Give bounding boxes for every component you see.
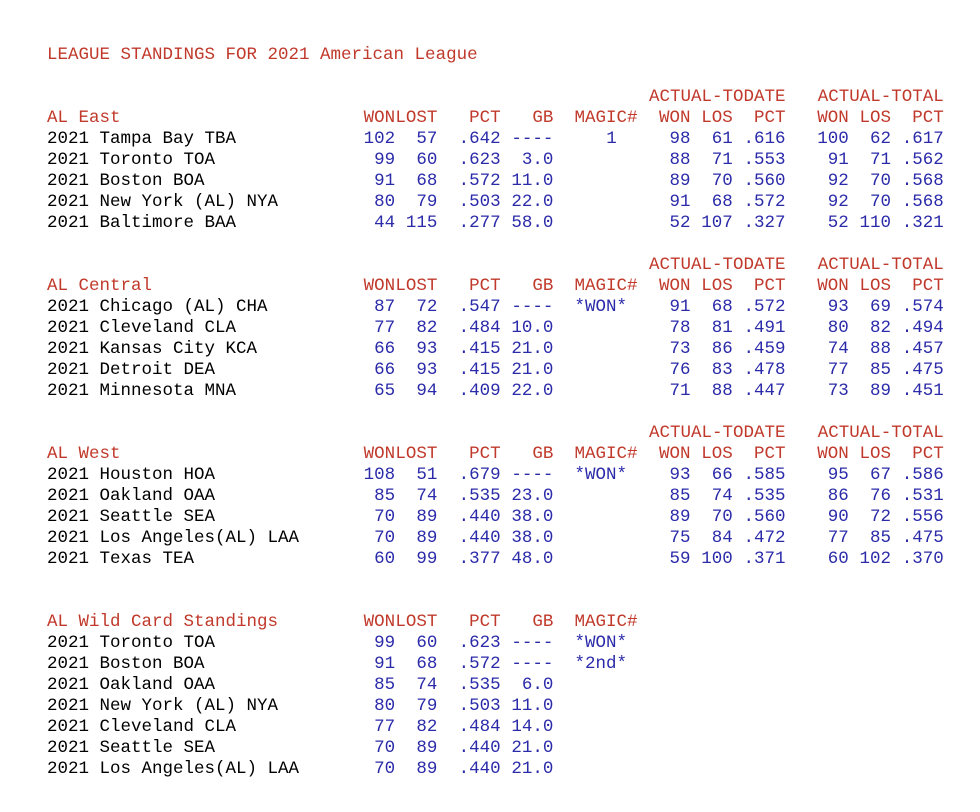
todate-won-value: 88	[669, 150, 691, 170]
lost-value: 51	[416, 465, 438, 485]
todate-pct-value: .459	[743, 339, 786, 359]
total-los-value: 82	[869, 318, 891, 338]
team-row	[47, 318, 947, 339]
actual-todate-header: ACTUAL-TODATE	[648, 255, 786, 275]
team-row	[47, 192, 947, 213]
gb-value: 48.0	[511, 549, 554, 569]
todate-pct-value: .560	[743, 507, 786, 527]
total-pct-value: .457	[901, 339, 944, 359]
gb-value: ----	[511, 633, 554, 653]
column-header-row	[47, 444, 947, 465]
pct-value: .484	[458, 717, 501, 737]
total-los-value: 76	[869, 486, 891, 506]
total-pct-value: .586	[901, 465, 944, 485]
todate-los-value: 107	[701, 213, 733, 233]
gb-value: 6.0	[521, 675, 554, 695]
gb-value: 21.0	[511, 360, 554, 380]
todate-won-value: 75	[669, 528, 691, 548]
gb-value: ----	[511, 654, 554, 674]
actual-total-header: ACTUAL-TOTAL	[817, 87, 944, 107]
gb-value: 21.0	[511, 738, 554, 758]
wildcard-team-row	[47, 759, 947, 780]
total-pct-value: .562	[901, 150, 944, 170]
todate-won-value: 98	[669, 129, 691, 149]
team-row	[47, 381, 947, 402]
standings-report	[47, 45, 947, 780]
won-value: 65	[374, 381, 396, 401]
lost-value: 79	[416, 192, 438, 212]
total-los-value: 85	[869, 360, 891, 380]
total-won-value: 73	[827, 381, 849, 401]
gb-value: 10.0	[511, 318, 554, 338]
total-won-header: WON	[817, 444, 849, 464]
gb-value: 38.0	[511, 528, 554, 548]
total-won-value: 100	[817, 129, 849, 149]
gb-value: 58.0	[511, 213, 554, 233]
total-pct-value: .574	[901, 297, 944, 317]
won-value: 70	[374, 507, 396, 527]
total-won-value: 52	[827, 213, 849, 233]
todate-los-value: 86	[711, 339, 733, 359]
team-row	[47, 150, 947, 171]
todate-los-value: 71	[711, 150, 733, 170]
lost-value: 74	[416, 675, 438, 695]
won-value: 77	[374, 318, 396, 338]
pct-value: .277	[458, 213, 501, 233]
total-won-value: 92	[827, 171, 849, 191]
lost-value: 72	[416, 297, 438, 317]
total-los-value: 67	[869, 465, 891, 485]
spacer	[47, 402, 947, 423]
total-won-value: 80	[827, 318, 849, 338]
total-pct-value: .451	[901, 381, 944, 401]
wildcard-team-row	[47, 717, 947, 738]
spacer	[47, 591, 947, 612]
team-name: 2021 Kansas City KCA	[47, 339, 258, 359]
team-name: 2021 Boston BOA	[47, 171, 205, 191]
actual-todate-header: ACTUAL-TODATE	[648, 423, 786, 443]
gb-value: 22.0	[511, 192, 554, 212]
lost-value: 74	[416, 486, 438, 506]
actual-header-row	[47, 423, 947, 444]
won-value: 99	[374, 150, 396, 170]
todate-won-value: 93	[669, 465, 691, 485]
magic-header: MAGIC#	[574, 108, 638, 128]
won-value: 80	[374, 696, 396, 716]
todate-pct-value: .572	[743, 297, 786, 317]
todate-los-value: 61	[711, 129, 733, 149]
pct-value: .623	[458, 633, 501, 653]
won-value: 70	[374, 738, 396, 758]
lost-header: LOST	[395, 276, 438, 296]
magic-value: *WON*	[574, 465, 628, 485]
total-pct-value: .568	[901, 171, 944, 191]
total-won-value: 95	[827, 465, 849, 485]
todate-los-value: 84	[711, 528, 733, 548]
team-row	[47, 129, 947, 150]
pct-value: .642	[458, 129, 501, 149]
todate-los-value: 68	[711, 297, 733, 317]
total-pct-value: .475	[901, 360, 944, 380]
todate-pct-header: PCT	[753, 276, 786, 296]
won-header: WON	[363, 444, 396, 464]
magic-header: MAGIC#	[574, 276, 638, 296]
team-name: 2021 Tampa Bay TBA	[47, 129, 237, 149]
won-header: WON	[363, 108, 396, 128]
division-name: AL Central	[47, 276, 153, 296]
total-pct-header: PCT	[912, 108, 944, 128]
won-value: 70	[374, 528, 396, 548]
pct-value: .679	[458, 465, 501, 485]
lost-value: 79	[416, 696, 438, 716]
lost-value: 68	[416, 171, 438, 191]
gb-value: 21.0	[511, 339, 554, 359]
pct-header: PCT	[469, 444, 501, 464]
team-row	[47, 486, 947, 507]
todate-pct-header: PCT	[753, 444, 786, 464]
total-pct-value: .531	[901, 486, 944, 506]
pct-value: .572	[458, 171, 501, 191]
won-value: 66	[374, 360, 396, 380]
total-won-header: WON	[817, 276, 849, 296]
total-los-value: 85	[869, 528, 891, 548]
todate-los-value: 70	[711, 171, 733, 191]
todate-won-header: WON	[659, 444, 691, 464]
total-won-value: 60	[827, 549, 849, 569]
magic-header: MAGIC#	[574, 612, 638, 632]
todate-won-value: 89	[669, 507, 691, 527]
won-header: WON	[363, 612, 396, 632]
todate-los-header: LOS	[701, 276, 733, 296]
won-value: 85	[374, 486, 396, 506]
total-won-value: 86	[827, 486, 849, 506]
todate-won-value: 89	[669, 171, 691, 191]
team-name: 2021 Minnesota MNA	[47, 381, 237, 401]
gb-value: ----	[511, 129, 554, 149]
team-row	[47, 360, 947, 381]
todate-pct-value: .371	[743, 549, 786, 569]
todate-won-value: 71	[669, 381, 691, 401]
todate-los-value: 100	[701, 549, 733, 569]
total-los-value: 72	[869, 507, 891, 527]
total-los-value: 71	[869, 150, 891, 170]
todate-pct-value: .616	[743, 129, 786, 149]
pct-value: .440	[458, 507, 501, 527]
todate-won-value: 78	[669, 318, 691, 338]
gb-header: GB	[532, 108, 554, 128]
lost-value: 60	[416, 150, 438, 170]
team-name: 2021 New York (AL) NYA	[47, 696, 279, 716]
wildcard-team-row	[47, 738, 947, 759]
team-name: 2021 Baltimore BAA	[47, 213, 237, 233]
wildcard-team-row	[47, 675, 947, 696]
pct-value: .415	[458, 339, 501, 359]
total-los-value: 69	[869, 297, 891, 317]
total-los-header: LOS	[859, 444, 891, 464]
pct-value: .409	[458, 381, 501, 401]
todate-won-value: 76	[669, 360, 691, 380]
wildcard-header-row	[47, 612, 947, 633]
won-value: 44	[374, 213, 396, 233]
gb-value: 3.0	[521, 150, 554, 170]
lost-value: 89	[416, 759, 438, 779]
magic-value: *WON*	[574, 633, 628, 653]
total-won-header: WON	[817, 108, 849, 128]
won-value: 80	[374, 192, 396, 212]
team-name: 2021 Los Angeles(AL) LAA	[47, 759, 300, 779]
pct-header: PCT	[469, 108, 501, 128]
team-name: 2021 Los Angeles(AL) LAA	[47, 528, 300, 548]
wildcard-team-row	[47, 696, 947, 717]
won-value: 60	[374, 549, 396, 569]
gb-value: 21.0	[511, 759, 554, 779]
todate-pct-value: .327	[743, 213, 786, 233]
total-los-value: 110	[859, 213, 891, 233]
todate-pct-value: .535	[743, 486, 786, 506]
total-los-header: LOS	[859, 276, 891, 296]
won-value: 85	[374, 675, 396, 695]
gb-header: GB	[532, 444, 554, 464]
todate-won-header: WON	[659, 276, 691, 296]
gb-header: GB	[532, 276, 554, 296]
actual-total-header: ACTUAL-TOTAL	[817, 423, 944, 443]
todate-los-value: 81	[711, 318, 733, 338]
team-name: 2021 Seattle SEA	[47, 507, 216, 527]
actual-total-header: ACTUAL-TOTAL	[817, 255, 944, 275]
todate-pct-value: .491	[743, 318, 786, 338]
todate-pct-value: .478	[743, 360, 786, 380]
todate-los-value: 70	[711, 507, 733, 527]
team-row	[47, 297, 947, 318]
won-value: 77	[374, 717, 396, 737]
pct-header: PCT	[469, 612, 501, 632]
team-name: 2021 Seattle SEA	[47, 738, 216, 758]
total-pct-value: .321	[901, 213, 944, 233]
todate-pct-value: .572	[743, 192, 786, 212]
team-name: 2021 Houston HOA	[47, 465, 216, 485]
todate-won-value: 91	[669, 297, 691, 317]
won-value: 108	[363, 465, 396, 485]
total-won-value: 74	[827, 339, 849, 359]
pct-value: .623	[458, 150, 501, 170]
todate-los-header: LOS	[701, 108, 733, 128]
team-name: 2021 Cleveland CLA	[47, 318, 237, 338]
todate-los-header: LOS	[701, 444, 733, 464]
todate-pct-header: PCT	[753, 108, 786, 128]
won-value: 91	[374, 171, 396, 191]
todate-won-header: WON	[659, 108, 691, 128]
todate-won-value: 59	[669, 549, 691, 569]
total-los-value: 102	[859, 549, 891, 569]
division-name: AL East	[47, 108, 121, 128]
gb-value: 11.0	[511, 696, 554, 716]
team-row	[47, 465, 947, 486]
total-los-value: 89	[869, 381, 891, 401]
total-won-value: 77	[827, 528, 849, 548]
todate-won-value: 85	[669, 486, 691, 506]
division-name: AL West	[47, 444, 121, 464]
lost-value: 94	[416, 381, 438, 401]
total-pct-header: PCT	[912, 444, 944, 464]
lost-value: 82	[416, 318, 438, 338]
wildcard-title: AL Wild Card Standings	[47, 612, 279, 632]
total-los-header: LOS	[859, 108, 891, 128]
won-value: 66	[374, 339, 396, 359]
pct-value: .377	[458, 549, 501, 569]
total-won-value: 93	[827, 297, 849, 317]
pct-value: .440	[458, 528, 501, 548]
magic-header: MAGIC#	[574, 444, 638, 464]
total-los-value: 62	[869, 129, 891, 149]
lost-value: 68	[416, 654, 438, 674]
lost-value: 57	[416, 129, 438, 149]
todate-los-value: 83	[711, 360, 733, 380]
gb-value: 22.0	[511, 381, 554, 401]
won-value: 87	[374, 297, 396, 317]
gb-value: ----	[511, 297, 554, 317]
team-row	[47, 213, 947, 234]
lost-value: 89	[416, 507, 438, 527]
todate-pct-value: .553	[743, 150, 786, 170]
todate-won-value: 73	[669, 339, 691, 359]
total-los-value: 70	[869, 192, 891, 212]
lost-header: LOST	[395, 108, 438, 128]
team-row	[47, 549, 947, 570]
todate-won-value: 91	[669, 192, 691, 212]
team-name: 2021 Toronto TOA	[47, 633, 216, 653]
gb-header: GB	[532, 612, 554, 632]
team-name: 2021 Boston BOA	[47, 654, 205, 674]
won-value: 99	[374, 633, 396, 653]
todate-pct-value: .585	[743, 465, 786, 485]
team-row	[47, 171, 947, 192]
pct-value: .503	[458, 192, 501, 212]
todate-pct-value: .447	[743, 381, 786, 401]
lost-value: 60	[416, 633, 438, 653]
pct-header: PCT	[469, 276, 501, 296]
team-name: 2021 Detroit DEA	[47, 360, 216, 380]
team-name: 2021 Cleveland CLA	[47, 717, 237, 737]
todate-pct-value: .560	[743, 171, 786, 191]
magic-value: *2nd*	[574, 654, 628, 674]
pct-value: .440	[458, 738, 501, 758]
todate-pct-value: .472	[743, 528, 786, 548]
lost-value: 89	[416, 738, 438, 758]
total-pct-value: .475	[901, 528, 944, 548]
total-pct-value: .617	[901, 129, 944, 149]
team-name: 2021 Oakland OAA	[47, 486, 216, 506]
magic-value: *WON*	[574, 297, 628, 317]
won-header: WON	[363, 276, 396, 296]
team-name: 2021 Texas TEA	[47, 549, 195, 569]
lost-header: LOST	[395, 612, 438, 632]
actual-header-row	[47, 87, 947, 108]
pct-value: .572	[458, 654, 501, 674]
pct-value: .535	[458, 675, 501, 695]
actual-header-row	[47, 255, 947, 276]
wildcard-team-row	[47, 633, 947, 654]
pct-value: .535	[458, 486, 501, 506]
total-los-value: 88	[869, 339, 891, 359]
spacer	[47, 66, 947, 87]
team-row	[47, 507, 947, 528]
spacer	[47, 234, 947, 255]
actual-todate-header: ACTUAL-TODATE	[648, 87, 786, 107]
todate-los-value: 88	[711, 381, 733, 401]
gb-value: 23.0	[511, 486, 554, 506]
todate-los-value: 68	[711, 192, 733, 212]
todate-won-value: 52	[669, 213, 691, 233]
todate-los-value: 74	[711, 486, 733, 506]
lost-value: 82	[416, 717, 438, 737]
lost-value: 115	[405, 213, 438, 233]
won-value: 102	[363, 129, 396, 149]
total-won-value: 92	[827, 192, 849, 212]
total-pct-value: .494	[901, 318, 944, 338]
total-pct-value: .556	[901, 507, 944, 527]
magic-value: 1	[606, 129, 617, 149]
report-title: LEAGUE STANDINGS FOR 2021 American League	[47, 45, 478, 65]
won-value: 70	[374, 759, 396, 779]
lost-value: 89	[416, 528, 438, 548]
column-header-row	[47, 108, 947, 129]
team-name: 2021 New York (AL) NYA	[47, 192, 279, 212]
total-won-value: 91	[827, 150, 849, 170]
total-pct-value: .568	[901, 192, 944, 212]
team-row	[47, 528, 947, 549]
lost-value: 99	[416, 549, 438, 569]
standings-content	[47, 87, 947, 780]
lost-value: 93	[416, 339, 438, 359]
team-name: 2021 Chicago (AL) CHA	[47, 297, 268, 317]
column-header-row	[47, 276, 947, 297]
gb-value: 11.0	[511, 171, 554, 191]
team-row	[47, 339, 947, 360]
gb-value: 14.0	[511, 717, 554, 737]
lost-value: 93	[416, 360, 438, 380]
total-pct-value: .370	[901, 549, 944, 569]
gb-value: ----	[511, 465, 554, 485]
won-value: 91	[374, 654, 396, 674]
pct-value: .503	[458, 696, 501, 716]
todate-los-value: 66	[711, 465, 733, 485]
wildcard-team-row	[47, 654, 947, 675]
pct-value: .484	[458, 318, 501, 338]
gb-value: 38.0	[511, 507, 554, 527]
team-name: 2021 Toronto TOA	[47, 150, 216, 170]
lost-header: LOST	[395, 444, 438, 464]
pct-value: .415	[458, 360, 501, 380]
total-los-value: 70	[869, 171, 891, 191]
pct-value: .547	[458, 297, 501, 317]
total-pct-header: PCT	[912, 276, 944, 296]
pct-value: .440	[458, 759, 501, 779]
total-won-value: 77	[827, 360, 849, 380]
team-name: 2021 Oakland OAA	[47, 675, 216, 695]
spacer	[47, 570, 947, 591]
total-won-value: 90	[827, 507, 849, 527]
